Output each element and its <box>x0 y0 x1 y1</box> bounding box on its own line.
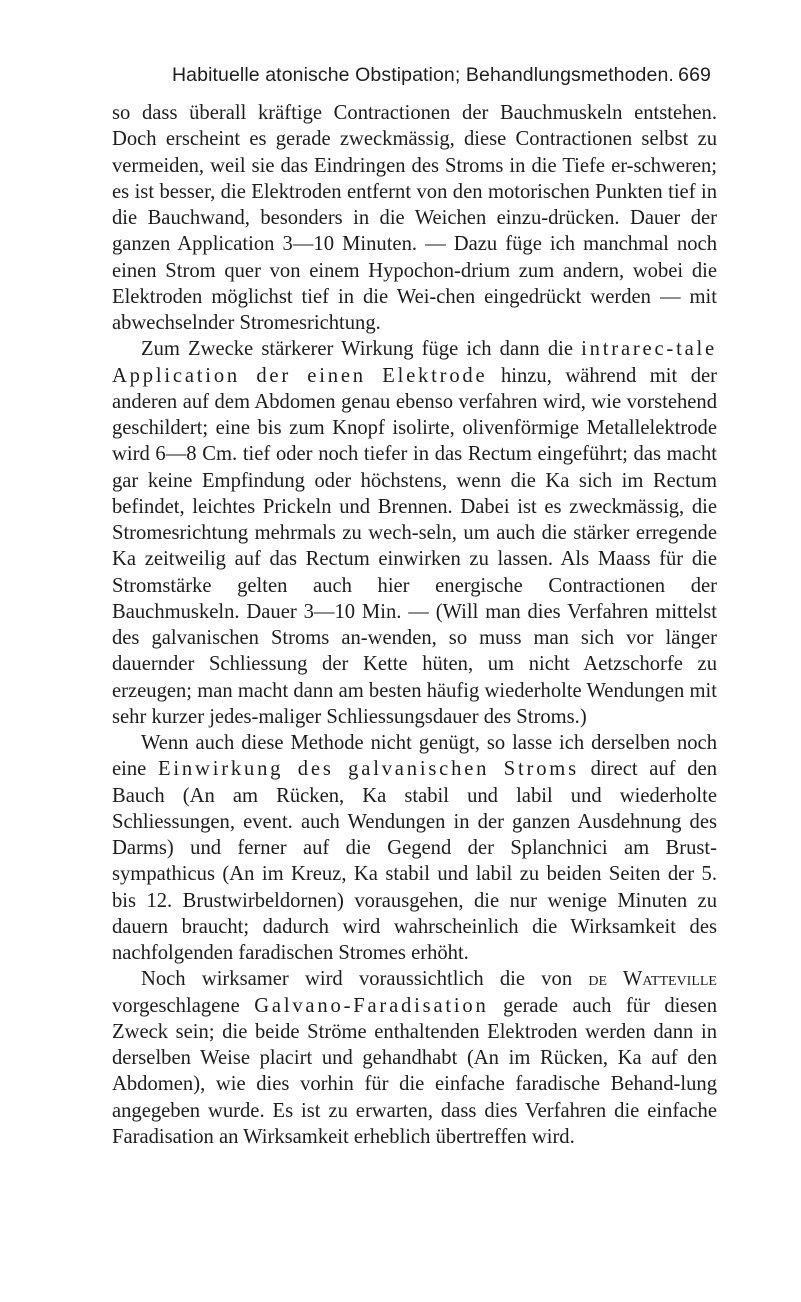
paragraph-4 <box>112 966 717 1150</box>
paragraph-3 <box>112 730 717 966</box>
paragraph-4-author-name: de Watteville <box>588 968 717 991</box>
paragraph-1 <box>112 100 717 336</box>
paragraph-3-emphasis: Einwirkung des galvanischen Stroms <box>158 758 579 781</box>
paragraph-3-text-before: Wenn auch diese Methode nicht genügt, so lasse ich derselben noch eine <box>112 732 717 781</box>
paragraph-4-text-middle: vorgeschlagene <box>112 994 255 1017</box>
running-title: Habituelle atonische Obstipation; Behandlungsmethoden. <box>172 64 674 86</box>
paragraph-4-emphasis: Galvano-Faradisation <box>254 994 489 1017</box>
paragraph-2-emphasis: intrarec-tale Application der einen Elektrode <box>112 338 717 387</box>
page-body <box>112 100 717 1150</box>
paragraph-1-text: so dass überall kräftige Contractionen der Bauchmuskeln entstehen. Doch erscheint es gerade zweckmässig, diese Contractionen selbst zu vermeiden, weil sie das Eindringen des Stroms in die Tiefe er-schweren; es ist besser, die Elektroden entfernt von den motorischen Punkten tief in die Bauchwand, besonders in die Weichen einzu-drücken. Dauer der ganzen Application 3—10 Minuten. — Dazu füge ich manchmal noch einen Strom quer von einem Hypochon-drium zum andern, wobei die Elektroden möglichst tief in die Wei-chen eingedrückt werden — mit abwechselnder Stromesrichtung. <box>112 102 717 334</box>
paragraph-2-text-after: hinzu, während mit der anderen auf dem Abdomen genau ebenso verfahren wird, wie vorstehend geschildert; eine bis zum Knopf isolirte, olivenförmige Metallelektrode wird 6—8 Cm. tief oder noch tiefer in das Rectum eingeführt; das macht gar keine Empfindung oder höchstens, wenn die Ka sich im Rectum befindet, leichtes Prickeln und Brennen. Dabei ist es zweckmässig, die Stromesrichtung mehrmals zu wech-seln, um auch die stärker erregende Ka zeitweilig auf das Rectum einwirken zu lassen. Als Maass für die Stromstärke gelten auch hier energische Contractionen der Bauchmuskeln. Dauer 3—10 Min. — (Will man dies Verfahren mittelst des galvanischen Stroms an-wenden, so muss man sich vor länger dauernder Schliessung der Kette hüten, um nicht Aetzschorfe zu erzeugen; man macht dann am besten häufig wiederholte Wendungen mit sehr kurzer jedes-maliger Schliessungsdauer des Stroms.) <box>112 364 718 728</box>
running-head <box>112 60 717 90</box>
paragraph-4-text-after: gerade auch für diesen Zweck sein; die beide Ströme enthaltenden Elektroden werden dann in derselben Weise placirt und gehandhabt (An im Rücken, Ka auf den Abdomen), wie dies vorhin für die einfache faradische Behand-lung angegeben wurde. Es ist zu erwarten, dass dies Verfahren die einfache Faradisation an Wirksamkeit erheblich übertreffen wird. <box>112 994 717 1148</box>
page-number: 669 <box>678 64 711 86</box>
paragraph-3-text-after: direct auf den Bauch (An am Rücken, Ka stabil und labil und wiederholte Schliessungen, event. auch Wendungen in der ganzen Ausdehnung des Darms) und ferner auf die Gegend der Splanchnici am Brust-sympathicus (An im Kreuz, Ka stabil und labil zu beiden Seiten der 5. bis 12. Brustwirbeldornen) vorausgehen, die nur wenige Minuten zu dauern braucht; dadurch wird wahrscheinlich die Wirksamkeit des nachfolgenden faradischen Stromes erhöht. <box>112 758 718 964</box>
paragraph-2-text-before: Zum Zwecke stärkerer Wirkung füge ich dann die <box>141 338 582 361</box>
paragraph-4-text-before: Noch wirksamer wird voraussichtlich die von <box>141 968 589 991</box>
paragraph-2 <box>112 336 717 730</box>
